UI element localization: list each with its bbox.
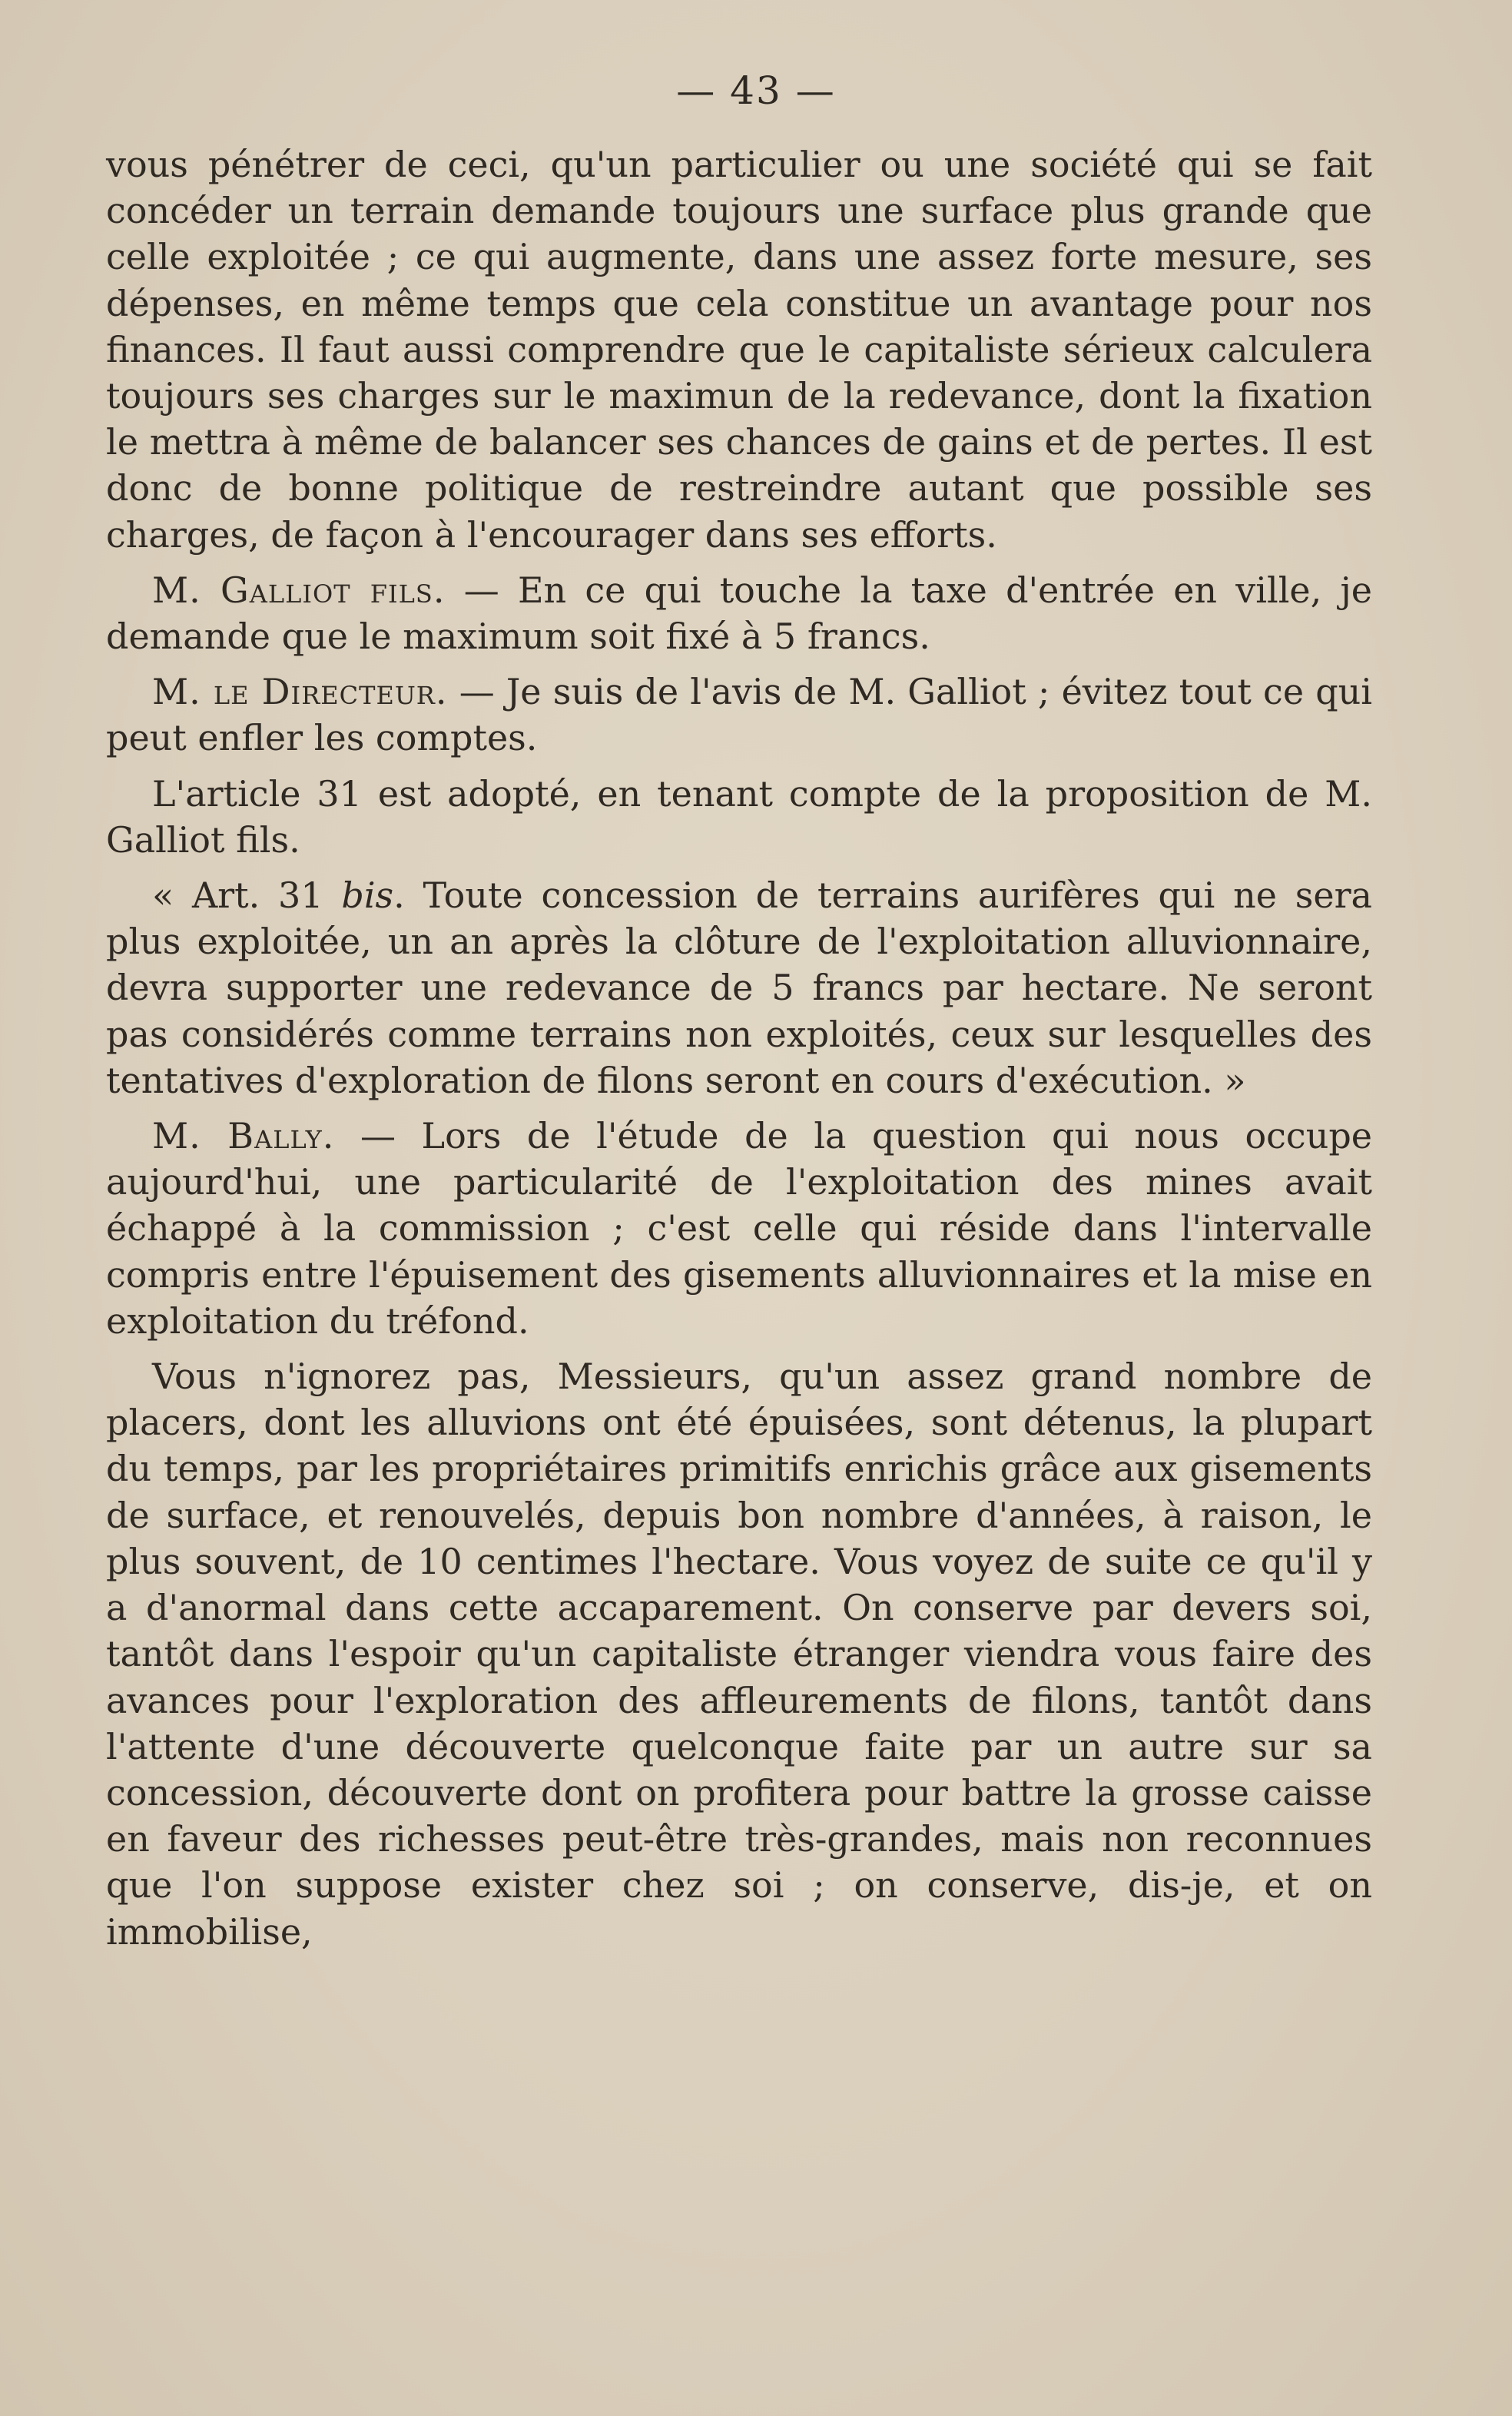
article-heading: « Art. 31 [152, 874, 342, 917]
paragraph [106, 1113, 1372, 1344]
speaker-name: M. le Directeur. [152, 671, 448, 713]
paragraph [106, 872, 1372, 1103]
speaker-name: M. Bally. [152, 1115, 335, 1157]
article-text: . Toute concession de terrains aurifères qui ne sera plus exploitée, un an après la clôture de l'exploitation alluvionnaire, devra supporter une redevance de 5 francs par hectare. Ne seront pas considérés comme terrains non exploités, ceux sur lesquelles des tentatives d'exploration de filons seront en cours d'exécution. » [106, 874, 1372, 1101]
speech-text: — Je suis de l'avis de M. Galliot ; évitez tout ce qui peut enfler les comptes. [106, 671, 1372, 759]
speaker-name: M. Galliot fils. [152, 569, 446, 611]
page-number: — 43 — [676, 68, 836, 113]
article-bis: bis [341, 874, 394, 917]
speech-text: — Lors de l'étude de la question qui nous occupe aujourd'hui, une particularité de l'exploitation des mines avait échappé à la commission ; c'est celle qui réside dans l'intervalle compris entre l'épuisement des gisements alluvionnaires et la mise en exploitation du tréfond. [106, 1115, 1372, 1342]
paragraph [106, 567, 1372, 659]
paragraph: L'article 31 est adopté, en tenant compte de la proposition de M. Galliot fils. [106, 772, 1372, 861]
paragraph: vous pénétrer de ceci, qu'un particulier ou une société qui se fait concéder un terrain demande toujours une surface plus grande que celle exploitée ; ce qui augmente, dans une assez forte mesure, ses dépenses, en même temps que cela constitue un avantage pour nos finances. Il faut aussi comprendre que le capitaliste sérieux calculera toujours ses charges sur le maximun de la redevance, dont la fixation le mettra à même de balancer ses chances de gains et de pertes. Il est donc de bonne politique de restreindre autant que possible ses charges, de façon à l'encourager dans ses efforts. [106, 144, 1372, 556]
paragraph: Vous n'ignorez pas, Messieurs, qu'un assez grand nombre de placers, dont les alluvions ont été épuisées, sont détenus, la plupart du temps, par les propriétaires primitifs enrichis grâce aux gisements de surface, et renouvelés, depuis bon nombre d'années, à raison, le plus souvent, de 10 centimes l'hectare. Vous voyez de suite ce qu'il y a d'anormal dans cette accaparement. On conserve par devers soi, tantôt dans l'espoir qu'un capitaliste étranger viendra vous faire des avances pour l'exploration des affleurements de filons, tantôt dans l'attente d'une découverte quelconque faite par un autre sur sa concession, découverte dont on profitera pour battre la grosse caisse en faveur des richesses peut-être très-grandes, mais non reconnues que l'on suppose exister chez soi ; on conserve, dis-je, et on immobilise, [106, 1356, 1372, 1953]
paragraph [106, 669, 1372, 761]
body-text [106, 141, 1372, 1955]
speech-text: — En ce qui touche la taxe d'entrée en ville, je demande que le maximum soit fixé à 5 francs. [106, 569, 1373, 658]
